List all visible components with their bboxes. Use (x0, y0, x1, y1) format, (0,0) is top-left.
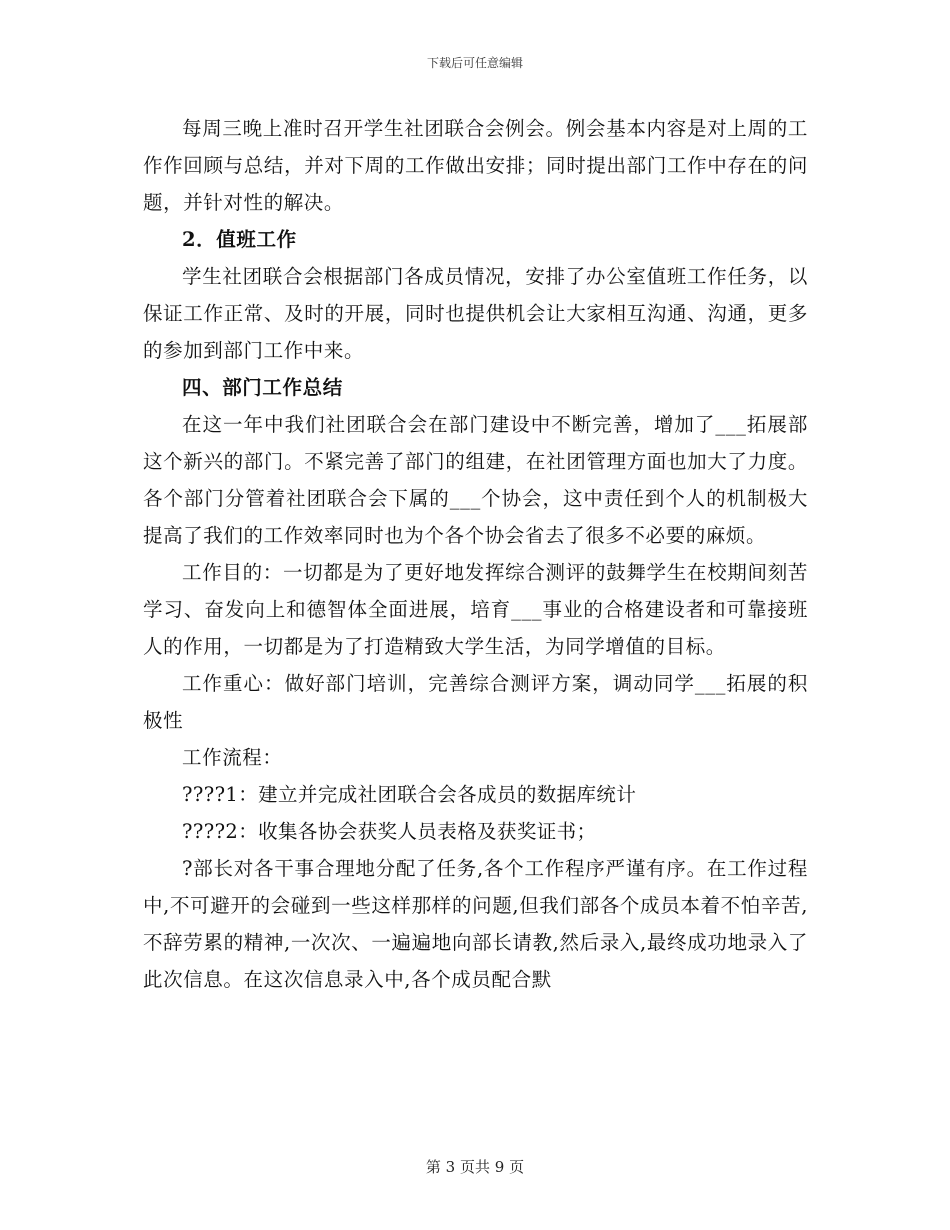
paragraph-weekly-meeting: 每周三晚上准时召开学生社团联合会例会。例会基本内容是对上周的工作作回顾与总结，并对下周的工作做出安排；同时提出部门工作中存在的问题，并针对性的解决。 (143, 117, 808, 214)
page-number-footer: 第 3 页共 9 页 (425, 1158, 525, 1176)
document-body (143, 110, 808, 998)
section-heading-department-summary: 四、部门工作总结 (182, 376, 343, 399)
paragraph-process-step-1: ????1：建立并完成社团联合会各成员的数据库统计 (182, 783, 637, 806)
paragraph-work-focus: 工作重心：做好部门培训，完善综合测评方案，调动同学___拓展的积极性 (143, 672, 808, 732)
page-header: 下载后可任意编辑 (426, 56, 523, 70)
paragraph-work-process-label: 工作流程： (182, 746, 283, 769)
paragraph-duty-work: 学生社团联合会根据部门各成员情况，安排了办公室值班工作任务，以保证工作正常、及时的开展，同时也提供机会让大家相互沟通、沟通，更多的参加到部门工作中来。 (143, 265, 808, 362)
paragraph-process-step-2: ????2：收集各协会获奖人员表格及获奖证书； (182, 820, 597, 843)
paragraph-minister-assignment: ?部长对各干事合理地分配了任务,各个工作程序严谨有序。在工作过程中,不可避开的会碰到一些这样那样的问题,但我们部各个成员本着不怕辛苦,不辞劳累的精神,一次次、一遍遍地向部长请教,然后录入,最终成功地录入了此次信息。在这次信息录入中,各个成员配合默 (143, 857, 808, 991)
section-heading-duty-work: 2．值班工作 (182, 228, 297, 251)
paragraph-work-purpose: 工作目的：一切都是为了更好地发挥综合测评的鼓舞学生在校期间刻苦学习、奋发向上和德智体全面进展，培育___事业的合格建设者和可靠接班人的作用，一切都是为了打造精致大学生活，为同学增值的目标。 (143, 561, 808, 658)
paragraph-department-summary: 在这一年中我们社团联合会在部门建设中不断完善，增加了___拓展部这个新兴的部门。不紧完善了部门的组建，在社团管理方面也加大了力度。各个部门分管着社团联合会下属的___个协会，这中责任到个人的机制极大提高了我们的工作效率同时也为个各个协会省去了很多不必要的麻烦。 (143, 413, 808, 547)
